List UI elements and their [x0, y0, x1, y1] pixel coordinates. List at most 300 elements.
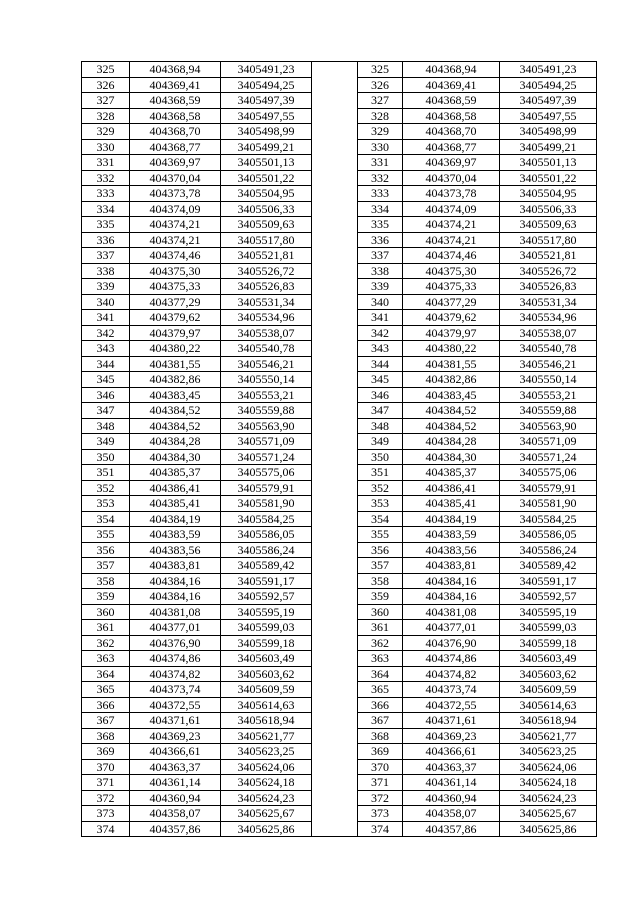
right-point-number-cell: 342: [358, 325, 403, 341]
table-row: [82, 465, 597, 481]
left-point-number-cell: 350: [82, 449, 130, 465]
right-y-coordinate-cell: 3405614,63: [500, 697, 597, 713]
right-y-coordinate-cell: 3405540,78: [500, 341, 597, 357]
right-point-number-cell: 328: [358, 108, 403, 124]
table-gap-cell: [312, 821, 358, 837]
right-x-coordinate-cell: 404384,16: [403, 573, 500, 589]
right-point-number-cell: 374: [358, 821, 403, 837]
right-y-coordinate-cell: 3405494,25: [500, 77, 597, 93]
right-point-number-cell: 343: [358, 341, 403, 357]
right-y-coordinate-cell: 3405618,94: [500, 713, 597, 729]
right-y-coordinate-cell: 3405623,25: [500, 744, 597, 760]
table-gap-cell: [312, 403, 358, 419]
left-y-coordinate-cell: 3405546,21: [221, 356, 312, 372]
left-x-coordinate-cell: 404379,97: [130, 325, 221, 341]
right-y-coordinate-cell: 3405546,21: [500, 356, 597, 372]
left-x-coordinate-cell: 404383,81: [130, 558, 221, 574]
left-point-number-cell: 372: [82, 790, 130, 806]
table-gap-cell: [312, 434, 358, 450]
right-x-coordinate-cell: 404383,45: [403, 387, 500, 403]
right-y-coordinate-cell: 3405595,19: [500, 604, 597, 620]
table-row: [82, 651, 597, 667]
left-point-number-cell: 347: [82, 403, 130, 419]
left-y-coordinate-cell: 3405599,18: [221, 635, 312, 651]
table-row: [82, 263, 597, 279]
right-x-coordinate-cell: 404369,97: [403, 155, 500, 171]
right-point-number-cell: 371: [358, 775, 403, 791]
left-y-coordinate-cell: 3405559,88: [221, 403, 312, 419]
left-x-coordinate-cell: 404372,55: [130, 697, 221, 713]
left-x-coordinate-cell: 404381,08: [130, 604, 221, 620]
left-point-number-cell: 352: [82, 480, 130, 496]
table-row: [82, 201, 597, 217]
table-row: [82, 403, 597, 419]
right-x-coordinate-cell: 404383,59: [403, 527, 500, 543]
left-y-coordinate-cell: 3405621,77: [221, 728, 312, 744]
right-x-coordinate-cell: 404386,41: [403, 480, 500, 496]
left-point-number-cell: 369: [82, 744, 130, 760]
left-y-coordinate-cell: 3405526,83: [221, 279, 312, 295]
right-y-coordinate-cell: 3405509,63: [500, 217, 597, 233]
right-y-coordinate-cell: 3405497,39: [500, 93, 597, 109]
left-x-coordinate-cell: 404377,29: [130, 294, 221, 310]
table-gap-cell: [312, 263, 358, 279]
left-y-coordinate-cell: 3405592,57: [221, 589, 312, 605]
right-point-number-cell: 360: [358, 604, 403, 620]
left-x-coordinate-cell: 404386,41: [130, 480, 221, 496]
right-x-coordinate-cell: 404368,94: [403, 62, 500, 78]
table-gap-cell: [312, 77, 358, 93]
left-y-coordinate-cell: 3405491,23: [221, 62, 312, 78]
right-x-coordinate-cell: 404366,61: [403, 744, 500, 760]
right-point-number-cell: 326: [358, 77, 403, 93]
right-y-coordinate-cell: 3405586,05: [500, 527, 597, 543]
table-row: [82, 790, 597, 806]
table-gap-cell: [312, 372, 358, 388]
left-x-coordinate-cell: 404373,74: [130, 682, 221, 698]
left-x-coordinate-cell: 404384,19: [130, 511, 221, 527]
left-y-coordinate-cell: 3405618,94: [221, 713, 312, 729]
table-gap-cell: [312, 279, 358, 295]
right-x-coordinate-cell: 404368,70: [403, 124, 500, 140]
table-gap-cell: [312, 496, 358, 512]
right-x-coordinate-cell: 404384,19: [403, 511, 500, 527]
right-point-number-cell: 372: [358, 790, 403, 806]
right-x-coordinate-cell: 404371,61: [403, 713, 500, 729]
left-point-number-cell: 341: [82, 310, 130, 326]
right-x-coordinate-cell: 404368,77: [403, 139, 500, 155]
left-point-number-cell: 328: [82, 108, 130, 124]
right-y-coordinate-cell: 3405584,25: [500, 511, 597, 527]
table-row: [82, 589, 597, 605]
right-x-coordinate-cell: 404375,30: [403, 263, 500, 279]
table-gap-cell: [312, 294, 358, 310]
right-y-coordinate-cell: 3405589,42: [500, 558, 597, 574]
right-point-number-cell: 337: [358, 248, 403, 264]
table-gap-cell: [312, 170, 358, 186]
right-point-number-cell: 370: [358, 759, 403, 775]
left-y-coordinate-cell: 3405497,55: [221, 108, 312, 124]
left-x-coordinate-cell: 404369,41: [130, 77, 221, 93]
left-y-coordinate-cell: 3405501,13: [221, 155, 312, 171]
left-point-number-cell: 355: [82, 527, 130, 543]
table-row: [82, 108, 597, 124]
left-y-coordinate-cell: 3405531,34: [221, 294, 312, 310]
right-point-number-cell: 341: [358, 310, 403, 326]
table-row: [82, 821, 597, 837]
left-point-number-cell: 343: [82, 341, 130, 357]
left-x-coordinate-cell: 404366,61: [130, 744, 221, 760]
right-x-coordinate-cell: 404381,08: [403, 604, 500, 620]
left-x-coordinate-cell: 404379,62: [130, 310, 221, 326]
table-row: [82, 325, 597, 341]
left-point-number-cell: 357: [82, 558, 130, 574]
table-gap-cell: [312, 697, 358, 713]
right-point-number-cell: 367: [358, 713, 403, 729]
table-gap-cell: [312, 651, 358, 667]
left-point-number-cell: 370: [82, 759, 130, 775]
table-gap-cell: [312, 480, 358, 496]
table-row: [82, 775, 597, 791]
right-y-coordinate-cell: 3405501,13: [500, 155, 597, 171]
left-point-number-cell: 339: [82, 279, 130, 295]
right-y-coordinate-cell: 3405592,57: [500, 589, 597, 605]
right-x-coordinate-cell: 404384,52: [403, 403, 500, 419]
left-y-coordinate-cell: 3405571,24: [221, 449, 312, 465]
left-x-coordinate-cell: 404363,37: [130, 759, 221, 775]
table-row: [82, 496, 597, 512]
table-row: [82, 279, 597, 295]
right-point-number-cell: 356: [358, 542, 403, 558]
left-y-coordinate-cell: 3405624,23: [221, 790, 312, 806]
right-x-coordinate-cell: 404368,59: [403, 93, 500, 109]
left-y-coordinate-cell: 3405584,25: [221, 511, 312, 527]
table-row: [82, 418, 597, 434]
left-y-coordinate-cell: 3405517,80: [221, 232, 312, 248]
left-point-number-cell: 336: [82, 232, 130, 248]
left-point-number-cell: 356: [82, 542, 130, 558]
right-point-number-cell: 365: [358, 682, 403, 698]
right-x-coordinate-cell: 404375,33: [403, 279, 500, 295]
right-x-coordinate-cell: 404374,46: [403, 248, 500, 264]
table-row: [82, 387, 597, 403]
table-gap-cell: [312, 527, 358, 543]
left-x-coordinate-cell: 404383,45: [130, 387, 221, 403]
left-x-coordinate-cell: 404385,41: [130, 496, 221, 512]
right-point-number-cell: 349: [358, 434, 403, 450]
table-gap-cell: [312, 775, 358, 791]
right-point-number-cell: 364: [358, 666, 403, 682]
right-y-coordinate-cell: 3405621,77: [500, 728, 597, 744]
right-y-coordinate-cell: 3405521,81: [500, 248, 597, 264]
left-y-coordinate-cell: 3405623,25: [221, 744, 312, 760]
left-x-coordinate-cell: 404374,82: [130, 666, 221, 682]
right-y-coordinate-cell: 3405506,33: [500, 201, 597, 217]
right-y-coordinate-cell: 3405550,14: [500, 372, 597, 388]
right-x-coordinate-cell: 404369,23: [403, 728, 500, 744]
left-y-coordinate-cell: 3405625,67: [221, 806, 312, 822]
table-row: [82, 697, 597, 713]
left-x-coordinate-cell: 404371,61: [130, 713, 221, 729]
right-point-number-cell: 330: [358, 139, 403, 155]
table-gap-cell: [312, 325, 358, 341]
left-y-coordinate-cell: 3405603,62: [221, 666, 312, 682]
right-x-coordinate-cell: 404370,04: [403, 170, 500, 186]
table-gap-cell: [312, 728, 358, 744]
right-x-coordinate-cell: 404376,90: [403, 635, 500, 651]
left-y-coordinate-cell: 3405625,86: [221, 821, 312, 837]
table-gap-cell: [312, 341, 358, 357]
table-gap-cell: [312, 682, 358, 698]
left-y-coordinate-cell: 3405589,42: [221, 558, 312, 574]
left-x-coordinate-cell: 404381,55: [130, 356, 221, 372]
right-point-number-cell: 361: [358, 620, 403, 636]
left-point-number-cell: 374: [82, 821, 130, 837]
right-point-number-cell: 333: [358, 186, 403, 202]
right-y-coordinate-cell: 3405571,09: [500, 434, 597, 450]
right-x-coordinate-cell: 404372,55: [403, 697, 500, 713]
right-y-coordinate-cell: 3405581,90: [500, 496, 597, 512]
left-y-coordinate-cell: 3405540,78: [221, 341, 312, 357]
table-row: [82, 635, 597, 651]
right-point-number-cell: 327: [358, 93, 403, 109]
table-gap-cell: [312, 790, 358, 806]
left-point-number-cell: 337: [82, 248, 130, 264]
right-y-coordinate-cell: 3405586,24: [500, 542, 597, 558]
left-point-number-cell: 346: [82, 387, 130, 403]
table-gap-cell: [312, 387, 358, 403]
right-y-coordinate-cell: 3405603,49: [500, 651, 597, 667]
left-point-number-cell: 330: [82, 139, 130, 155]
left-y-coordinate-cell: 3405499,21: [221, 139, 312, 155]
left-point-number-cell: 358: [82, 573, 130, 589]
table-gap-cell: [312, 713, 358, 729]
table-row: [82, 744, 597, 760]
left-x-coordinate-cell: 404383,56: [130, 542, 221, 558]
left-x-coordinate-cell: 404382,86: [130, 372, 221, 388]
right-y-coordinate-cell: 3405559,88: [500, 403, 597, 419]
left-point-number-cell: 362: [82, 635, 130, 651]
table-gap-cell: [312, 418, 358, 434]
right-point-number-cell: 336: [358, 232, 403, 248]
left-x-coordinate-cell: 404368,58: [130, 108, 221, 124]
table-row: [82, 527, 597, 543]
left-y-coordinate-cell: 3405609,59: [221, 682, 312, 698]
left-point-number-cell: 363: [82, 651, 130, 667]
coordinate-table: [81, 61, 597, 837]
left-x-coordinate-cell: 404374,09: [130, 201, 221, 217]
right-point-number-cell: 340: [358, 294, 403, 310]
table-row: [82, 480, 597, 496]
table-gap-cell: [312, 511, 358, 527]
left-point-number-cell: 373: [82, 806, 130, 822]
table-row: [82, 139, 597, 155]
table-row: [82, 511, 597, 527]
right-x-coordinate-cell: 404374,21: [403, 217, 500, 233]
table-row: [82, 713, 597, 729]
table-gap-cell: [312, 356, 358, 372]
table-row: [82, 232, 597, 248]
right-x-coordinate-cell: 404363,37: [403, 759, 500, 775]
table-gap-cell: [312, 542, 358, 558]
table-row: [82, 604, 597, 620]
right-y-coordinate-cell: 3405624,18: [500, 775, 597, 791]
left-y-coordinate-cell: 3405526,72: [221, 263, 312, 279]
table-gap-cell: [312, 573, 358, 589]
left-y-coordinate-cell: 3405595,19: [221, 604, 312, 620]
right-y-coordinate-cell: 3405538,07: [500, 325, 597, 341]
right-y-coordinate-cell: 3405553,21: [500, 387, 597, 403]
right-point-number-cell: 373: [358, 806, 403, 822]
left-point-number-cell: 368: [82, 728, 130, 744]
left-y-coordinate-cell: 3405579,91: [221, 480, 312, 496]
left-y-coordinate-cell: 3405575,06: [221, 465, 312, 481]
left-point-number-cell: 345: [82, 372, 130, 388]
right-y-coordinate-cell: 3405504,95: [500, 186, 597, 202]
coordinate-table-body: [82, 62, 597, 837]
right-y-coordinate-cell: 3405498,99: [500, 124, 597, 140]
table-gap-cell: [312, 217, 358, 233]
table-gap-cell: [312, 124, 358, 140]
right-point-number-cell: 344: [358, 356, 403, 372]
table-gap-cell: [312, 759, 358, 775]
right-point-number-cell: 339: [358, 279, 403, 295]
table-gap-cell: [312, 666, 358, 682]
left-y-coordinate-cell: 3405501,22: [221, 170, 312, 186]
right-x-coordinate-cell: 404381,55: [403, 356, 500, 372]
table-gap-cell: [312, 232, 358, 248]
right-x-coordinate-cell: 404384,30: [403, 449, 500, 465]
right-point-number-cell: 357: [358, 558, 403, 574]
table-row: [82, 217, 597, 233]
right-y-coordinate-cell: 3405571,24: [500, 449, 597, 465]
left-y-coordinate-cell: 3405586,05: [221, 527, 312, 543]
left-point-number-cell: 342: [82, 325, 130, 341]
table-gap-cell: [312, 620, 358, 636]
left-x-coordinate-cell: 404358,07: [130, 806, 221, 822]
right-point-number-cell: 369: [358, 744, 403, 760]
left-point-number-cell: 364: [82, 666, 130, 682]
left-point-number-cell: 371: [82, 775, 130, 791]
table-gap-cell: [312, 62, 358, 78]
left-y-coordinate-cell: 3405563,90: [221, 418, 312, 434]
left-x-coordinate-cell: 404361,14: [130, 775, 221, 791]
right-y-coordinate-cell: 3405625,86: [500, 821, 597, 837]
right-y-coordinate-cell: 3405491,23: [500, 62, 597, 78]
left-point-number-cell: 331: [82, 155, 130, 171]
table-row: [82, 728, 597, 744]
left-x-coordinate-cell: 404384,52: [130, 418, 221, 434]
right-point-number-cell: 329: [358, 124, 403, 140]
right-point-number-cell: 335: [358, 217, 403, 233]
left-point-number-cell: 361: [82, 620, 130, 636]
right-x-coordinate-cell: 404369,41: [403, 77, 500, 93]
right-point-number-cell: 359: [358, 589, 403, 605]
left-y-coordinate-cell: 3405504,95: [221, 186, 312, 202]
table-row: [82, 170, 597, 186]
left-y-coordinate-cell: 3405624,06: [221, 759, 312, 775]
table-gap-cell: [312, 155, 358, 171]
table-row: [82, 573, 597, 589]
table-gap-cell: [312, 93, 358, 109]
right-y-coordinate-cell: 3405531,34: [500, 294, 597, 310]
left-y-coordinate-cell: 3405624,18: [221, 775, 312, 791]
table-gap-cell: [312, 186, 358, 202]
right-point-number-cell: 363: [358, 651, 403, 667]
right-x-coordinate-cell: 404385,37: [403, 465, 500, 481]
left-y-coordinate-cell: 3405614,63: [221, 697, 312, 713]
left-x-coordinate-cell: 404369,97: [130, 155, 221, 171]
left-x-coordinate-cell: 404374,21: [130, 217, 221, 233]
left-y-coordinate-cell: 3405534,96: [221, 310, 312, 326]
left-x-coordinate-cell: 404368,94: [130, 62, 221, 78]
table-gap-cell: [312, 558, 358, 574]
left-x-coordinate-cell: 404369,23: [130, 728, 221, 744]
left-y-coordinate-cell: 3405550,14: [221, 372, 312, 388]
table-row: [82, 310, 597, 326]
table-row: [82, 666, 597, 682]
right-y-coordinate-cell: 3405534,96: [500, 310, 597, 326]
table-row: [82, 542, 597, 558]
table-gap-cell: [312, 139, 358, 155]
left-point-number-cell: 338: [82, 263, 130, 279]
right-x-coordinate-cell: 404374,86: [403, 651, 500, 667]
left-point-number-cell: 334: [82, 201, 130, 217]
table-gap-cell: [312, 604, 358, 620]
right-x-coordinate-cell: 404380,22: [403, 341, 500, 357]
table-row: [82, 248, 597, 264]
left-y-coordinate-cell: 3405498,99: [221, 124, 312, 140]
table-row: [82, 155, 597, 171]
left-y-coordinate-cell: 3405591,17: [221, 573, 312, 589]
left-x-coordinate-cell: 404368,59: [130, 93, 221, 109]
right-x-coordinate-cell: 404379,62: [403, 310, 500, 326]
table-gap-cell: [312, 465, 358, 481]
table-gap-cell: [312, 806, 358, 822]
table-gap-cell: [312, 449, 358, 465]
right-x-coordinate-cell: 404373,78: [403, 186, 500, 202]
right-point-number-cell: 346: [358, 387, 403, 403]
right-y-coordinate-cell: 3405603,62: [500, 666, 597, 682]
left-point-number-cell: 360: [82, 604, 130, 620]
right-x-coordinate-cell: 404382,86: [403, 372, 500, 388]
table-row: [82, 806, 597, 822]
left-x-coordinate-cell: 404357,86: [130, 821, 221, 837]
table-gap-cell: [312, 248, 358, 264]
table-row: [82, 186, 597, 202]
left-y-coordinate-cell: 3405538,07: [221, 325, 312, 341]
left-x-coordinate-cell: 404368,77: [130, 139, 221, 155]
table-row: [82, 341, 597, 357]
right-point-number-cell: 338: [358, 263, 403, 279]
right-y-coordinate-cell: 3405497,55: [500, 108, 597, 124]
right-x-coordinate-cell: 404383,81: [403, 558, 500, 574]
left-y-coordinate-cell: 3405521,81: [221, 248, 312, 264]
left-x-coordinate-cell: 404384,30: [130, 449, 221, 465]
right-point-number-cell: 350: [358, 449, 403, 465]
left-y-coordinate-cell: 3405586,24: [221, 542, 312, 558]
right-point-number-cell: 368: [358, 728, 403, 744]
table-row: [82, 124, 597, 140]
right-point-number-cell: 331: [358, 155, 403, 171]
right-y-coordinate-cell: 3405599,03: [500, 620, 597, 636]
right-x-coordinate-cell: 404384,52: [403, 418, 500, 434]
table-gap-cell: [312, 310, 358, 326]
table-gap-cell: [312, 589, 358, 605]
right-y-coordinate-cell: 3405499,21: [500, 139, 597, 155]
left-y-coordinate-cell: 3405599,03: [221, 620, 312, 636]
left-y-coordinate-cell: 3405497,39: [221, 93, 312, 109]
